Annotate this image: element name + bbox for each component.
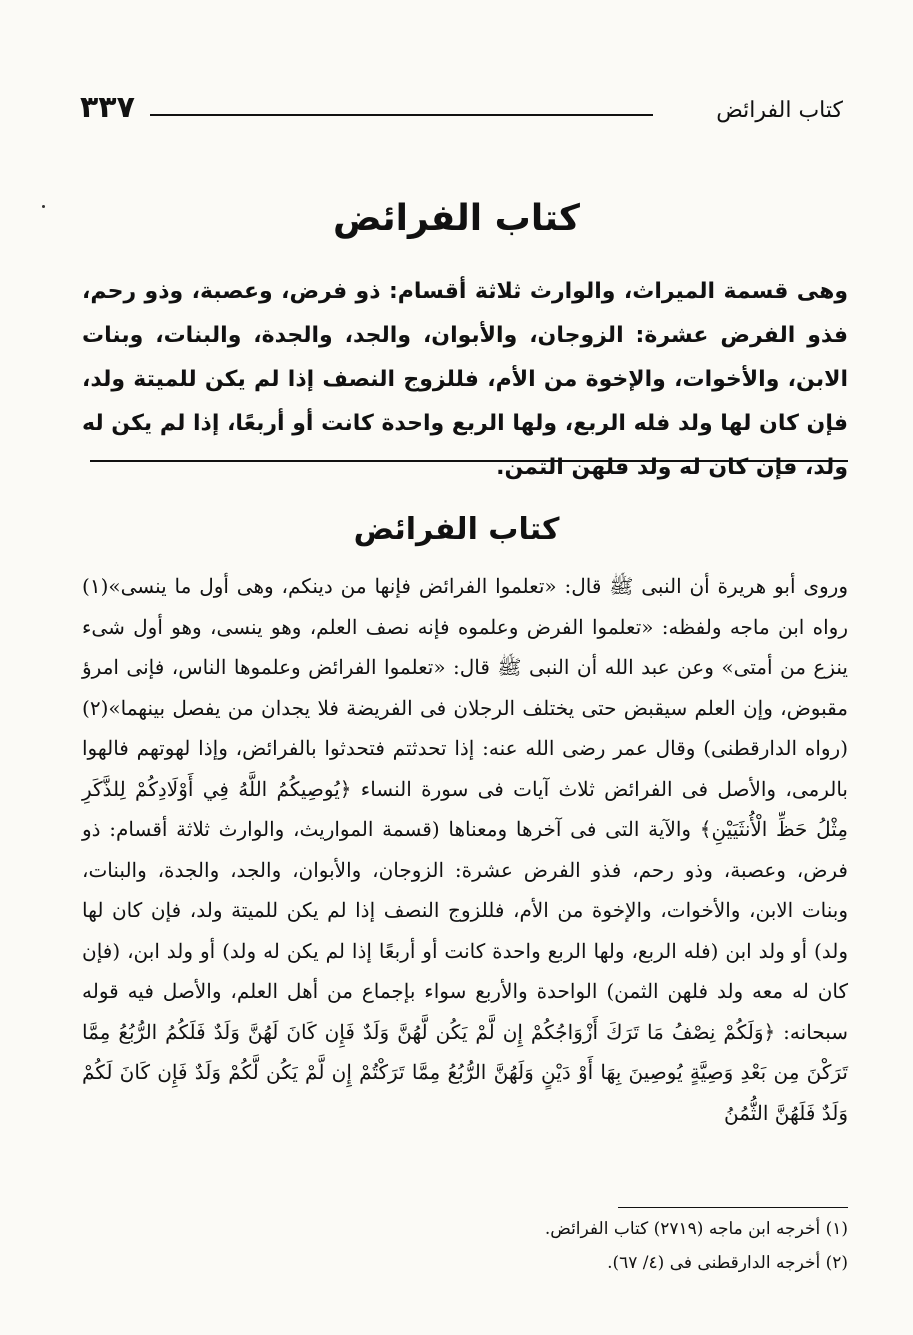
header-rule xyxy=(150,114,653,116)
running-header-title: كتاب الفرائض xyxy=(716,98,843,123)
body-paragraph xyxy=(82,566,848,1133)
main-text xyxy=(82,566,848,1133)
quran-verse: ﴿وَلَكُمْ نِصْفُ مَا تَرَكَ أَزْوَاجُكُمْ إِن لَّمْ يَكُن لَّهُنَّ وَلَدٌ فَإِن كَانَ لَهُنَّ وَلَدٌ فَلَكُمُ الرُّبُعُ مِمَّا تَرَكْنَ مِن بَعْدِ وَصِيَّةٍ يُوصِينَ بِهَا أَوْ دَيْنٍ وَلَهُنَّ الرُّبُعُ مِمَّا تَرَكْتُمْ إِن لَّمْ يَكُن لَّكُمْ وَلَدٌ فَإِن كَانَ لَكُمْ وَلَدٌ فَلَهُنَّ الثُّمُنُ xyxy=(82,1019,848,1125)
body-text: وروى أبو هريرة أن النبى ﷺ قال: «تعلموا الفرائض فإنها من دينكم، وهى أول ما ينسى»(١) رواه ابن ماجه ولفظه: «تعلموا الفرض وعلموه فإنه نصف العلم، وهو ينسى، وهو أول شىء ينزع من أمتى» وعن عبد الله أن النبى ﷺ قال: «تعلموا الفرائض وعلموها الناس، فإنى امرؤ مقبوض، وإن العلم سيقبض حتى يختلف الرجلان فى الفريضة فلا يجدان من يفصل بينهما»(٢) (رواه الدارقطنى) وقال عمر رضى الله عنه: إذا تحدثتم فتحدثوا بالفرائض، وإذا لهوتهم فالهوا بالرمى، والأصل فى الفرائض ثلاث آيات فى سورة النساء ﴿يُوصِيكُمُ اللَّهُ فِي أَوْلَادِكُمْ لِلذَّكَرِ مِثْلُ حَظِّ الْأُنثَيَيْنِ﴾ والآية التى فى آخرها ومعناها (قسمة المواريث، والوارث ثلاثة أقسام: ذو فرض، وعصبة، وذو رحم، فذو الفرض عشرة: الزوجان، والأبوان، والجد، والجدة، والبنات، وبنات الابن، والأخوات، والإخوة من الأم، فللزوج النصف إذا لم يكن للميتة ولد، فإن كان لها ولد) أو ولد ابن (فله الربع، ولها الربع واحدة كانت أو أربعًا إذا لم يكن له ولد) أو ولد ابن، (فإن كان له معه ولد فلهن الثمن) الواحدة والأربع سواء بإجماع من أهل العلم، والأصل فيه قوله سبحانه: xyxy=(82,574,849,1044)
running-header xyxy=(80,92,843,132)
intro-paragraph: وهى قسمة الميراث، والوارث ثلاثة أقسام: ذو فرض، وعصبة، وذو رحم، فذو الفرض عشرة: الزوجان، والأبوان، والجد، والجدة، والبنات، وبنات الابن، والأخوات، والإخوة من الأم، فللزوج النصف إذا لم يكن للميتة ولد، فإن كان لها ولد فله الربع، ولها الربع واحدة كانت أو أربعًا، إذا لم يكن له ولد، فإن كان له ولد فلهن الثمن. xyxy=(82,279,848,480)
footnote-rule xyxy=(618,1207,848,1208)
footnote-2: (٢) أخرجه الدارقطنى فى (٤/ ٦٧). xyxy=(607,1253,848,1273)
footnotes xyxy=(82,1212,848,1280)
footnote-1: (١) أخرجه ابن ماجه (٢٧١٩) كتاب الفرائض. xyxy=(544,1219,848,1239)
section-title: كتاب الفرائض xyxy=(353,512,560,547)
section-separator xyxy=(90,460,848,462)
chapter-title: كتاب الفرائض xyxy=(333,198,580,239)
page-number: ٣٣٧ xyxy=(80,90,135,125)
